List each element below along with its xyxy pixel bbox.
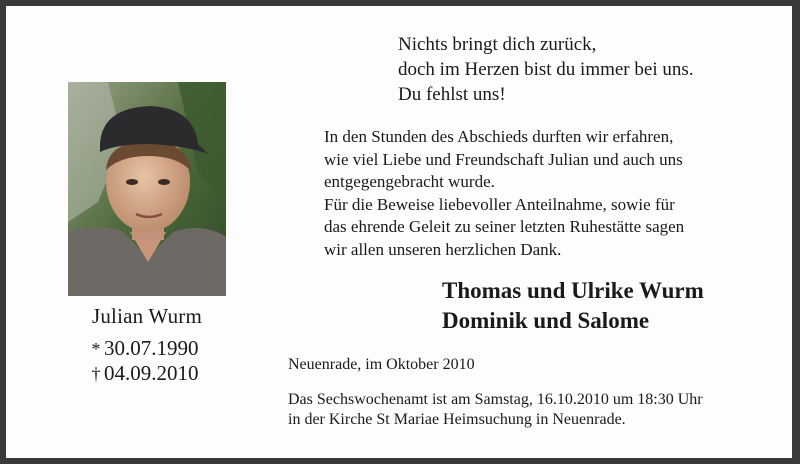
deceased-name: Julian Wurm: [91, 304, 203, 328]
thanks-line: Für die Beweise liebevoller Anteilnahme, sowie für: [324, 194, 675, 214]
life-dates: [88, 336, 199, 386]
death-cross-icon: †: [91, 364, 101, 384]
birth-star-icon: *: [91, 339, 101, 359]
thanks-line: wir allen unseren herzlichen Dank.: [324, 239, 562, 259]
service-line: Das Sechswochenamt ist am Samstag, 16.10.2010 um 18:30 Uhr: [288, 391, 703, 408]
death-date: 04.09.2010: [104, 361, 199, 385]
death-date-row: [88, 361, 199, 386]
verse-line: doch im Herzen bist du immer bei uns.: [398, 59, 694, 80]
thanks-line: entgegengebracht wurde.: [324, 172, 495, 191]
verse-line: Nichts bringt dich zurück,: [398, 34, 597, 55]
verse-line: Du fehlst uns!: [398, 84, 506, 105]
thanks-line: das ehrende Geleit zu seiner letzten Ruhestätte sagen: [324, 217, 685, 236]
service-notice: [288, 390, 703, 430]
family-line: Thomas und Ulrike Wurm: [442, 278, 704, 303]
family-signature: [442, 276, 704, 336]
thanks-line: In den Stunden des Abschieds durften wir erfahren,: [324, 127, 674, 146]
thanks-line: wie viel Liebe und Freundschaft Julian und auch uns: [324, 149, 683, 169]
birth-date-row: [88, 336, 199, 361]
thank-you-text: [324, 126, 684, 261]
place-and-date: Neuenrade, im Oktober 2010: [288, 356, 475, 373]
obituary-card: [6, 6, 792, 458]
portrait-photo: [68, 82, 226, 296]
portrait-image: [68, 82, 226, 296]
birth-date: 30.07.1990: [104, 336, 199, 360]
memorial-verse: [398, 32, 694, 107]
family-line: Dominik und Salome: [442, 308, 650, 333]
service-line: in der Kirche St Mariae Heimsuchung in Neuenrade.: [288, 411, 626, 428]
